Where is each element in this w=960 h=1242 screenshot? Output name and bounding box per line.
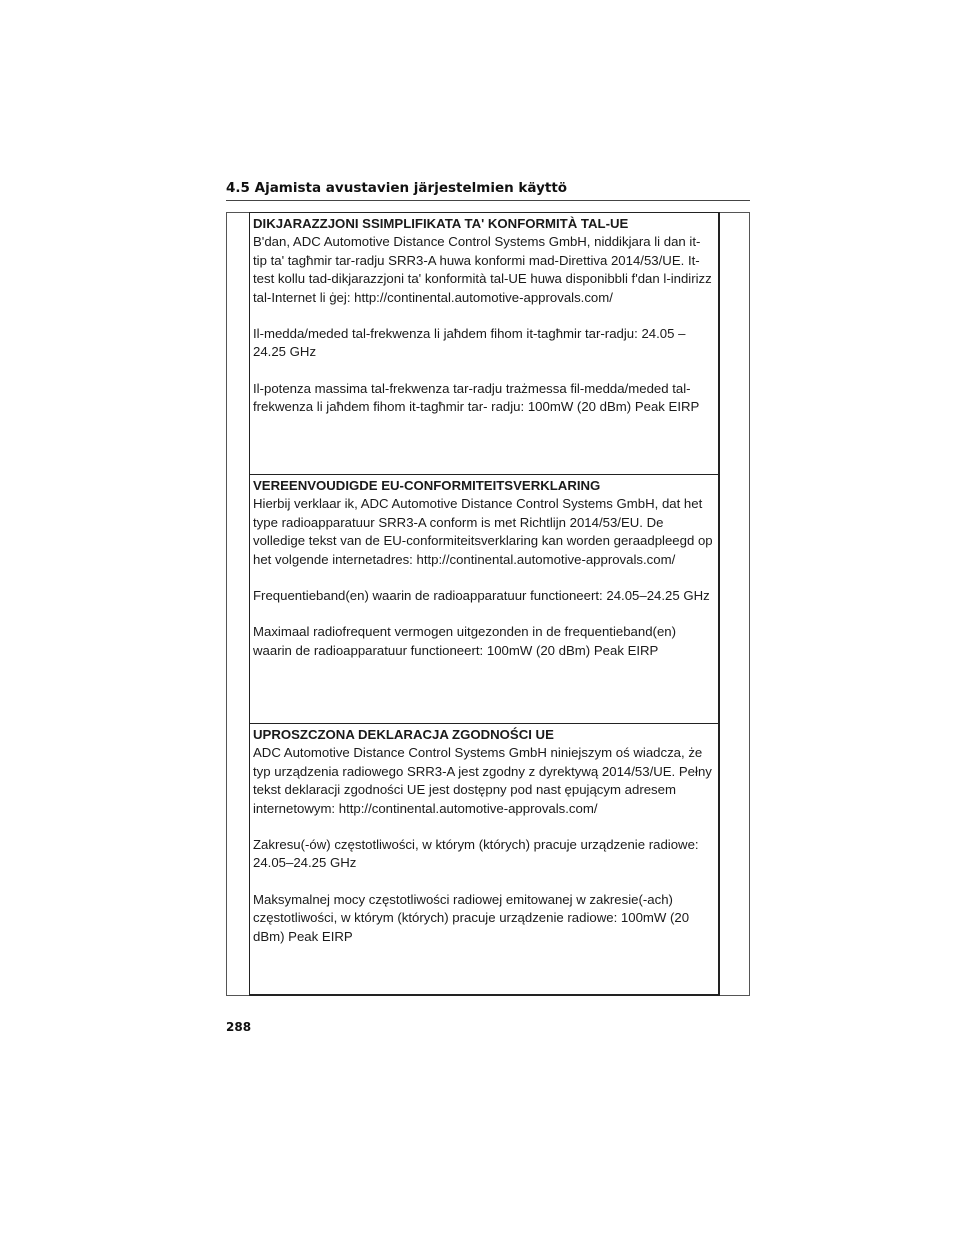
declaration-polish	[249, 723, 720, 996]
declaration-title: DIKJARAZZJONI SSIMPLIFIKATA TA' KONFORMITÀ TAL-UE	[253, 216, 629, 231]
declaration-paragraph: Frequentieband(en) waarin de radioapparatuur functioneert: 24.05–24.25 GHz	[253, 588, 710, 604]
section-heading: 4.5 Ajamista avustavien järjestelmien käyttö	[226, 180, 568, 196]
declaration-paragraph: Il-medda/meded tal-frekwenza li jaħdem fihom it-tagħmir tar-radju: 24.05 –24.25 GHz	[253, 326, 686, 360]
declaration-paragraph: Zakresu(-ów) częstotliwości, w którym (których) pracuje urządzenie radiowe: 24.05–24.25 GHz	[253, 837, 699, 871]
declaration-maltese	[249, 212, 720, 475]
page-number: 288	[226, 1020, 252, 1034]
declaration-paragraph: Maximaal radiofrequent vermogen uitgezonden in de frequentieband(en) waarin de radioapparatuur functioneert: 100mW (20 dBm) Peak EIRP	[253, 624, 677, 658]
declaration-paragraph: ADC Automotive Distance Control Systems GmbH niniejszym oś wiadcza, że typ urządzenia radiowego SRR3-A jest zgodny z dyrektywą 2014/53/UE. Pełny tekst deklaracji zgodności UE jest dostępny pod nast ępującym adresem internetowym: http://continental.automotive-approvals.com/	[253, 745, 712, 816]
declaration-paragraph: B'dan, ADC Automotive Distance Control Systems GmbH, niddikjara li dan it-tip ta' tagħmir tar-radju SRR3-A huwa konformi mad-Direttiva 2014/53/UE. It-test kollu tad-dikjarazzjoni ta' konformità tal-UE huwa disponibbli f'dan l-indirizz tal-Internet li ġej: http://continental.automotive-approvals.com/	[253, 234, 712, 305]
declaration-title: UPROSZCZONA DEKLARACJA ZGODNOŚCI UE	[253, 727, 554, 742]
declaration-paragraph: Il-potenza massima tal-frekwenza tar-radju trażmessa fil-medda/meded tal-frekwenza li jaħdem fihom it-tagħmir tar- radju: 100mW (20 dBm) Peak EIRP	[253, 380, 700, 415]
declaration-paragraph: Hierbij verklaar ik, ADC Automotive Distance Control Systems GmbH, dat het type radioapparatuur SRR3-A conform is met Richtlijn 2014/53/EU. De volledige tekst van de EU-conformiteitsverklaring kan worden geraadpleegd op het volgende internetadres: http://continental.automotive-approvals.com/	[253, 496, 713, 567]
declaration-dutch	[249, 474, 720, 724]
declaration-title: VEREENVOUDIGDE EU-CONFORMITEITSVERKLARING	[253, 478, 601, 493]
page-header	[226, 180, 750, 201]
declaration-paragraph: Maksymalnej mocy częstotliwości radiowej emitowanej w zakresie(-ach) częstotliwości, w którym (których) pracuje urządzenie radiowe: 100mW (20 dBm) Peak EIRP	[253, 891, 690, 944]
